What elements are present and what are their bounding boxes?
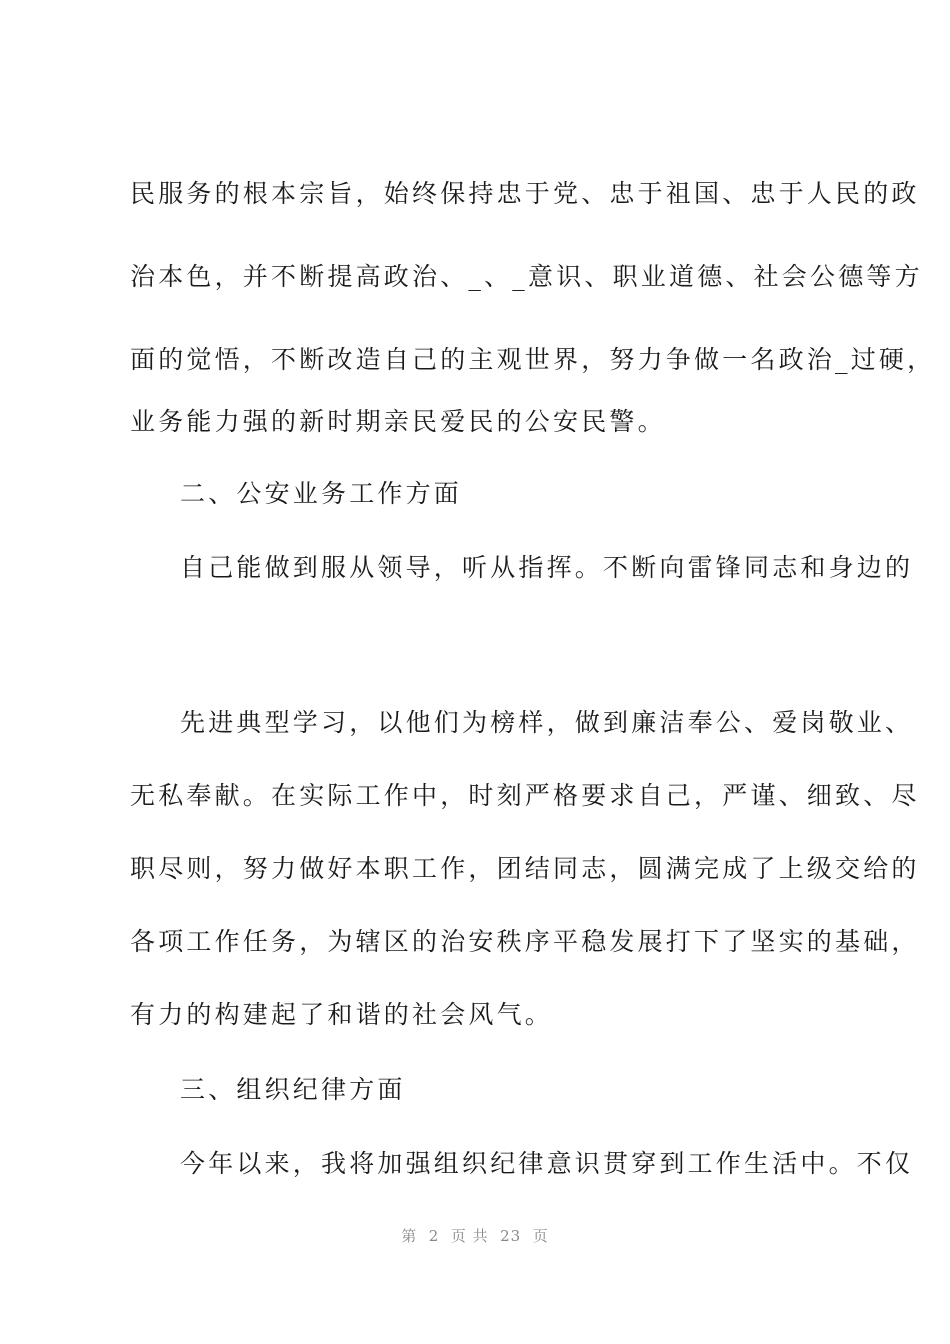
body-text-line: 治本色，并不断提高政治、_、_意识、职业道德、社会公德等方 (130, 262, 923, 291)
body-text-line: 今年以来，我将加强组织纪律意识贯穿到工作生活中。不仅 (180, 1149, 914, 1178)
body-text-line: 面的觉悟，不断改造自己的主观世界，努力争做一名政治_过硬， (130, 345, 936, 374)
body-text-line: 职尽则，努力做好本职工作，团结同志，圆满完成了上级交给的 (130, 854, 920, 883)
section-heading: 三、组织纪律方面 (180, 1075, 406, 1104)
body-text-line: 无私奉献。在实际工作中，时刻严格要求自己，严谨、细致、尽 (130, 781, 920, 810)
body-text-line: 各项工作任务，为辖区的治安秩序平稳发展打下了坚实的基础， (130, 927, 920, 956)
section-heading: 二、公安业务工作方面 (180, 479, 463, 508)
body-text-line: 有力的构建起了和谐的社会风气。 (130, 1000, 554, 1029)
body-text-line: 业务能力强的新时期亲民爱民的公安民警。 (130, 407, 666, 436)
body-text-line: 先进典型学习，以他们为榜样，做到廉洁奉公、爱岗敬业、 (180, 708, 914, 737)
body-text-line: 民服务的根本宗旨，始终保持忠于党、忠于祖国、忠于人民的政 (130, 179, 920, 208)
body-text-line: 自己能做到服从领导，听从指挥。不断向雷锋同志和身边的 (180, 553, 914, 582)
page-number-footer: 第 2 页 共 23 页 (401, 1227, 549, 1245)
